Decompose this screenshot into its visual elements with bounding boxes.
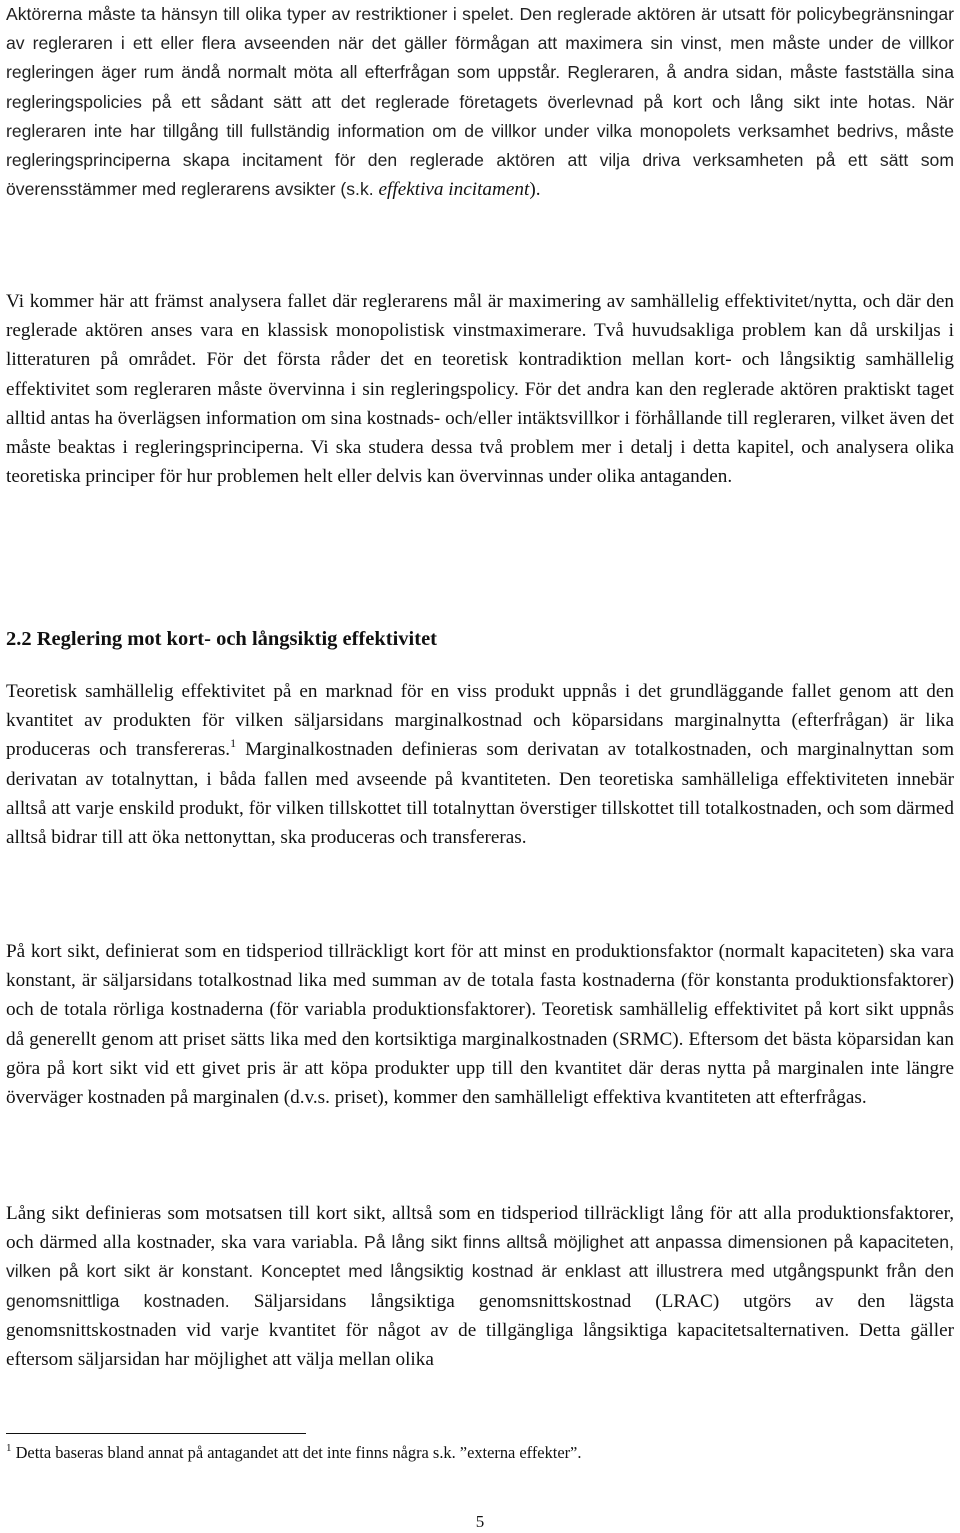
paragraph-efficiency-after: Marginalkostnaden definieras som derivatan av totalkostnaden, och marginalnyttan som derivatan av totalnyttan, i båda fallen med avseende på kvantiteten. Den teoretiska samhälleliga effektiviteten innebär alltså att varje enskild produkt, för vilken tillskottet till totalnyttan överstiger tillskottet till totalkostnaden, och som därmed alltså bidrar till att öka nettonyttan, ska produceras och transfereras. [6,739,954,849]
paragraph-long-term-after: Säljarsidans långsiktiga genomsnittskostnad (LRAC) utgörs av den lägsta genomsnittskostnaden vid varje kvantitet för något av de tillgängliga långsiktiga kapacitetsalternativen. Detta gäller eftersom säljarsidan har möjlighet att välja mellan olika [6,1290,954,1371]
paragraph-long-term-before: Lång sikt definieras som motsatsen till kort sikt, alltså som en tidsperiod tillräckligt lång för att alla produktionsfaktorer, och därmed alla kostnader, ska vara variabla. [6,1203,954,1254]
paragraph-short-term: På kort sikt, definierat som en tidsperiod tillräckligt kort för att minst en produktionsfaktor (normalt kapaciteten) ska vara konstant, är säljarsidans totalkostnad lika med summan av de totala fasta kostnaderna (för konstanta produktionsfaktorer) och de totala rörliga kostnaderna (för variabla produktionsfaktorer). Teoretisk samhällelig effektivitet på kort sikt uppnås då generellt genom att priset sätts lika med den kortsiktiga marginalkostnaden (SRMC). Eftersom det bästa köparsidan kan göra på kort sikt vid ett givet pris är att köpa produkter upp till den kvantitet där deras nytta på marginalen inte längre överväger kostnaden på marginalen (d.v.s. priset), kommer den samhälleligt effektiva kvantiteten att efterfrågas. [6,941,954,1109]
paragraph-restrictions-italic: effektiva incitament [378,179,530,201]
paragraph-analysis: Vi kommer här att främst analysera fallet där reglerarens mål är maximering av samhällelig effektivitet/nytta, och där den reglerade aktören anses vara en klassisk monopolistisk vinstmaximerare. Två huvudsakliga problem kan då urskiljas i litteraturen på området. För det första råder det en teoretisk kontradiktion mellan kort- och långsiktig samhällelig effektivitet som regleraren måste övervinna i sin regleringspolicy. För det andra kan den reglerade aktören praktiskt taget alltid antas ha överlägsen information om sina kostnads- och/eller intäktsvillkor i förhållande till regleraren, vilket även det måste beaktas i regleringsprinciperna. Vi ska studera dessa två problem mer i detalj i detta kapitel, och analysera olika teoretiska principer för hur problemen helt eller delvis kan övervinnas under olika antaganden. [6,291,954,488]
section-heading: 2.2 Reglering mot kort- och långsiktig effektivitet [6,628,437,650]
paragraph-restrictions-tail: ). [529,179,541,201]
paragraph-long-term-sans: På lång sikt finns alltså möjlighet att anpassa dimensionen på kapaciteten, vilken på kort sikt är konstant. Konceptet med långsiktig kostnad är enklast att illustrera med utgångspunkt från den genomsnittliga kostnaden. [6,1232,954,1311]
paragraph-efficiency-before: Teoretisk samhällelig effektivitet på en marknad för en viss produkt uppnås i det grundläggande fallet genom att den kvantitet av produkten för vilken säljarsidans marginalkostnad och köparsidans marginalnytta (efterfrågan) är lika produceras och transfereras. [6,681,954,761]
paragraph-restrictions-body: Den reglerade aktören är utsatt för policybegränsningar av regleraren i ett eller flera avseenden när det gäller förmågan att maximera sin vinst, men måste under de villkor regleringen äger rum ändå normalt möta all efterfrågan som uppstår. Regleraren, å andra sidan, måste fastställa sina regleringspolicies på ett sådant sätt att det reglerade företagets överlevnad på kort och lång sikt inte hotas. [6,4,954,112]
footnote-text: Detta baseras bland annat på antagandet att det inte finns några s.k. ”externa effekter”. [11,1443,582,1462]
page-number: 5 [475,1512,485,1531]
paragraph-restrictions-body-2: När regleraren inte har tillgång till fullständig information om de villkor under vilka monopolets verksamhet bedrivs, måste regleringsprinciperna skapa incitament för den reglerade aktören att vilja driva verksamheten på ett sätt som överensstämmer med reglerarens avsikter (s.k. [6,91,954,200]
footnote-reference: 1 [230,736,237,751]
footnote-number: 1 [6,1442,12,1454]
paragraph-restrictions-sans: Aktörerna måste ta hänsyn till olika typer av restriktioner i spelet. [6,4,515,24]
footnote-divider [6,1433,306,1434]
footnote [6,1442,581,1464]
paragraph-restrictions [6,0,954,204]
paragraph-efficiency [6,677,954,852]
paragraph-long-term [6,1199,954,1374]
